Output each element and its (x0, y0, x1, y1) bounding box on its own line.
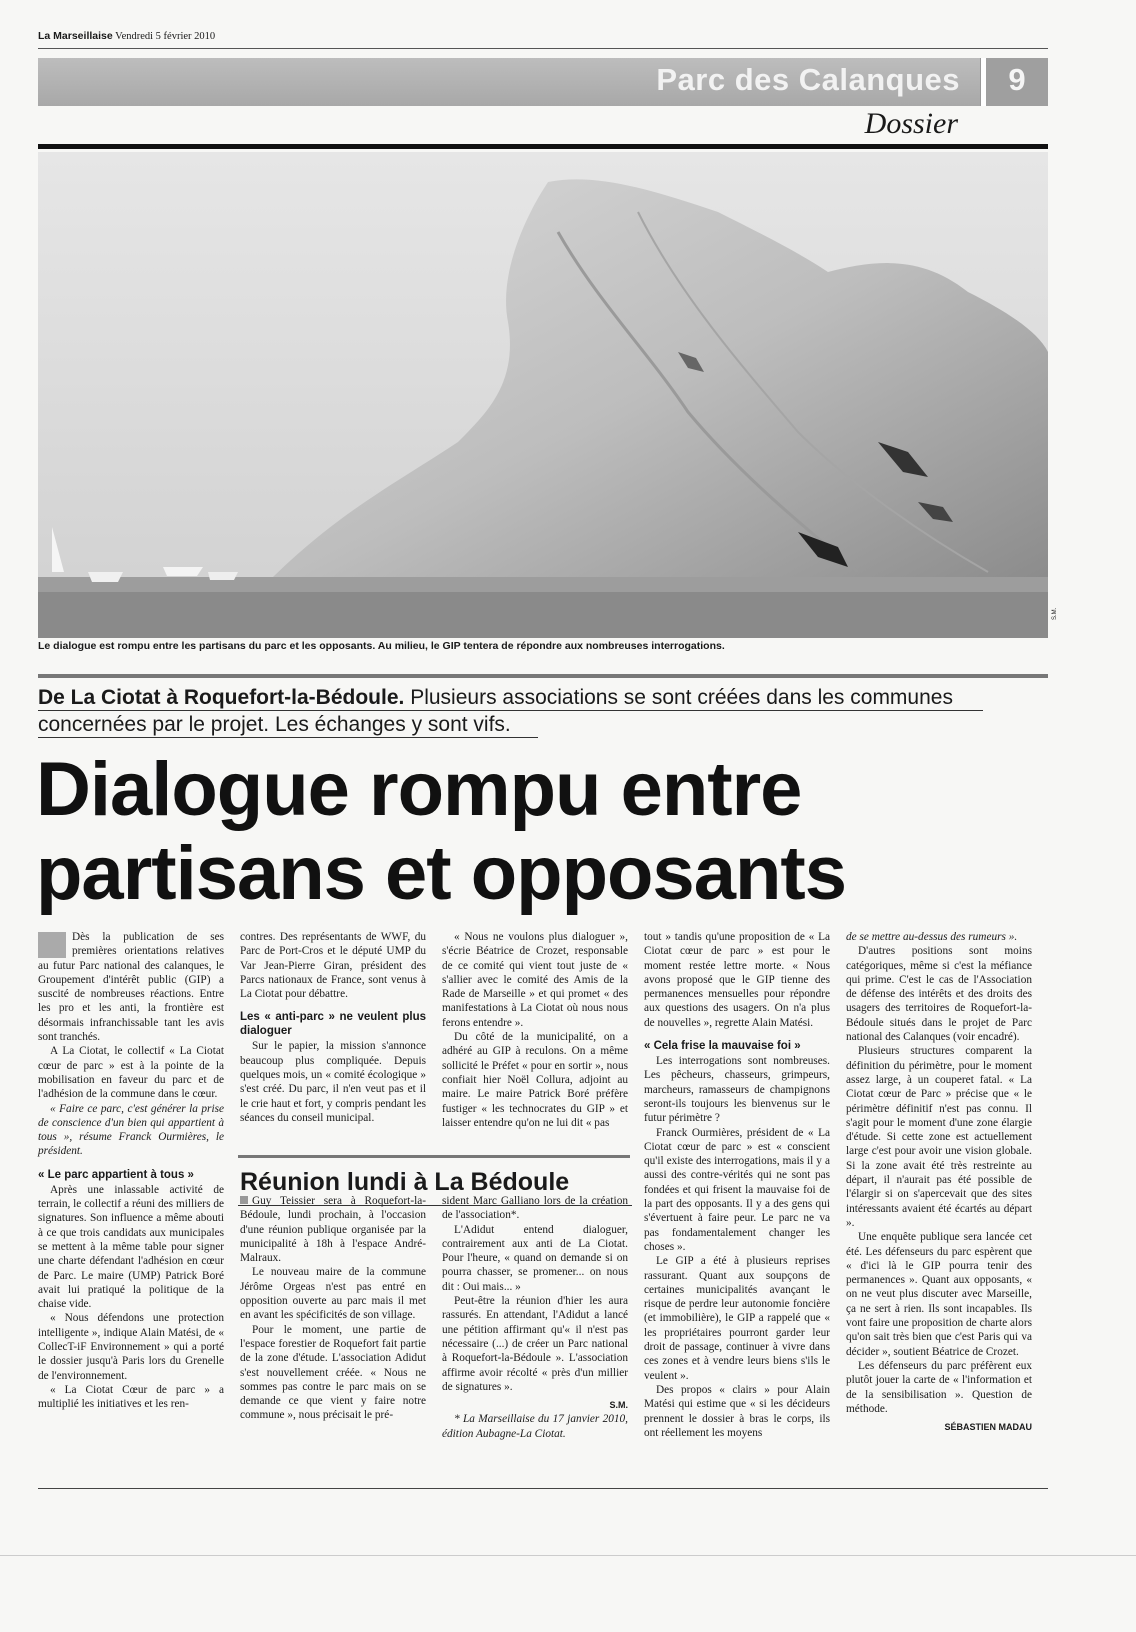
article-paragraph: « Faire ce parc, c'est générer la prise de conscience d'un bien qui appartient à tous », résume Franck Ourmières, le président. (38, 1102, 224, 1158)
article-paragraph: Du côté de la municipalité, on a adhéré au GIP à reculons. On a même sollicité le Préfet « pour en sortir », nous confiait hier Noël Collura, adjoint au maire. Le maire Patrick Boré préfère fustiger « les technocrates du GIP » et laisser entendre qu'on ne lui dit « pas (442, 1031, 628, 1129)
article-paragraph: Franck Ourmières, président de « La Ciotat cœur de parc » est « conscient qu'il existe des interrogations, mais il y a aussi des contre-vérités qui ne sont pas fondées et qui frisent la mauvaise foi de la part des opposants. Il y a des gens qui s'évertuent à faire peur. Le parc ne va pas fondamentalement changer les choses ». (644, 1126, 830, 1253)
subheading: « Cela frise la mauvaise foi » (644, 1040, 801, 1053)
page-number: 9 (1008, 62, 1026, 97)
kicker-rule (38, 674, 1048, 678)
square-bullet-icon (240, 1196, 248, 1204)
article-paragraph: « La Ciotat Cœur de parc » a multiplié les initiatives et les ren- (38, 1383, 224, 1411)
kicker-underline-2 (38, 737, 538, 738)
bottom-rule (38, 1488, 1048, 1489)
box-paragraph: sident Marc Galliano lors de la création de l'association*. (442, 1195, 628, 1222)
box-paragraph: L'Adidut entend dialoguer, contrairement aux anti de La Ciotat. Pour l'heure, « quand on demande si on pourra chasser, se promener... on nous dit : Oui mais... » (442, 1223, 628, 1293)
rubric-label: Dossier (864, 107, 958, 140)
article-paragraph: Une enquête publique sera lancée cet été. Les défenseurs du parc espèrent que « d'ici là le GIP pourra tenir des permanences ». Quant aux opposants, « on ne veut plus discuter avec Marseille, ça ne sert à rien. Ils sont incapables. Ils vont faire une proposition de charte alors qu'on sait très bien que c'est Paris qui va décider », soutient Béatrice de Crozet. (846, 1231, 1032, 1358)
issue-date: Vendredi 5 février 2010 (115, 31, 216, 42)
article-paragraph: Les défenseurs du parc préfèrent eux plutôt jouer la carte de « l'information et de la sensibilisation ». Question de méthode. (846, 1359, 1032, 1415)
page-number-box (986, 58, 1048, 106)
box-paragraph: Peut-être la réunion d'hier les aura rassurés. En attendant, l'Adidut a lancé une pétition affirmant qu'« il n'est pas nécessaire (...) de créer un Parc national à Roquefort-la-Bédoule ». L'association affirme avoir récolté « près d'un millier de signatures ». (442, 1295, 628, 1393)
column-1 (38, 930, 224, 1412)
rubric-rule (38, 144, 1048, 149)
box-column-1 (240, 1194, 426, 1423)
box-title: Réunion lundi à La Bédoule (240, 1168, 570, 1196)
paper-name: La Marseillaise (38, 30, 113, 42)
box-title-rule (238, 1205, 632, 1206)
calanque-photo-graphic (38, 152, 1048, 638)
article-paragraph: Les interrogations sont nombreuses. Les pêcheurs, chasseurs, grimpeurs, marcheurs, ramasseurs de champignons seront-ils toujours les bienvenus sur le futur périmètre ? (644, 1055, 830, 1125)
subheading: Les « anti-parc » ne veulent plus dialoguer (240, 1011, 426, 1038)
photo-caption: Le dialogue est rompu entre les partisans du parc et les opposants. Au milieu, le GIP tentera de répondre aux nombreuses interrogations. (38, 640, 725, 652)
article-paragraph: Sur le papier, la mission s'annonce beaucoup plus compliquée. Depuis quelques mois, un « comité écologique » s'est créé. Du parc, il n'en veut pas et il le crie haut et fort, y compris pendant les séances du conseil municipal. (240, 1040, 426, 1124)
photo-credit: S.M. (1052, 607, 1058, 620)
calanque-photo (38, 152, 1048, 638)
scan-edge-line (0, 1555, 1136, 1556)
column-5 (846, 930, 1032, 1434)
kicker-lead: De La Ciotat à Roquefort-la-Bédoule. (38, 686, 405, 709)
article-paragraph: « Nous défendons une protection intelligente », indique Alain Matési, de « CollecT-iF Environnement » qui a porté le dossier jusqu'à Paris lors du Grenelle de l'environnement. (38, 1312, 224, 1382)
box-column-2 (442, 1194, 628, 1441)
dateline (38, 30, 215, 42)
box-footnote: * La Marseillaise du 17 janvier 2010, édition Aubagne-La Ciotat. (442, 1413, 628, 1440)
article-paragraph: A La Ciotat, le collectif « La Ciotat cœur de parc » est à la pointe de la mobilisation en faveur du parc et de l'adhésion de la commune dans le cœur. (38, 1045, 224, 1101)
box-paragraph: Pour le moment, une partie de l'espace forestier de Roquefort fait partie de la zone d'étude. L'association Adidut s'est nouvellement créée. « Nous ne sommes pas contre le parc mais on se demande ce que vient y faire notre commune », nous précisait le pré- (240, 1323, 426, 1422)
kicker-text: Plusieurs associations se sont créées dans les communes concernées par le projet. Les échanges y sont vifs. (38, 686, 953, 736)
headline-line-2: partisans et opposants (36, 831, 846, 916)
box-signature: S.M. (609, 1400, 628, 1411)
subheading: « Le parc appartient à tous » (38, 1168, 194, 1181)
article-paragraph: « Nous ne voulons plus dialoguer », s'écrie Béatrice de Crozet, responsable de ce comité qui vient tout juste de « s'allier avec le comité des Amis de la Rade de Marseille » et qui promet « des manifestations à La Ciotat où nous nous ferons entendre ». (442, 931, 628, 1029)
article-paragraph: D'autres positions sont moins catégoriques, même si c'est la méfiance qui prime. C'est le cas de l'Association de défense des intérêts et des droits des usagers des territoires de Roquefort-la-Bédoule situés dans le projet de Parc national des Calanques (voir encadré). (846, 945, 1032, 1044)
box-paragraph: Guy Teissier sera à Roquefort-la-Bédoule, lundi prochain, à l'occasion d'une réunion publique organisée par la municipalité à 18h à l'espace André-Malraux. (240, 1195, 426, 1265)
box-paragraph: Le nouveau maire de la commune Jérôme Orgeas n'est pas entré en opposition ouverte au parc mais il met en avant les spécificités de son village. (240, 1266, 426, 1322)
article-paragraph: Le GIP a été à plusieurs reprises rassurant. Quant aux soupçons de certaines municipalités avançant le risque de perdre leur autonomie foncière (et immobilière), le GIP a rappelé que « les propriétaires pourront garder leur droit de passage, continuer à vivre dans ces zones et à vendre leurs biens s'ils le veulent ». (644, 1255, 830, 1382)
article-paragraph: de se mettre au-dessus des rumeurs ». (846, 931, 1018, 943)
article-paragraph: Après une inlassable activité de terrain, le collectif a réuni des milliers de signatures. Son influence a même abouti à ce que trois candidats aux municipales se mettent à la même table pour signer une charte défendant l'adhésion en cœur de Parc. Le maire (UMP) Patrick Boré avait lui pratiqué la politique de la chaise vide. (38, 1183, 224, 1311)
section-banner (38, 58, 980, 106)
kicker (38, 684, 998, 738)
column-2 (240, 930, 426, 1125)
top-rule (38, 48, 1048, 49)
kicker-underline (38, 710, 983, 711)
article-paragraph: Dès la publication de ses premières orientations relatives au futur Parc national des calanques, le Groupement d'intérêt public (GIP) a suscité de nombreuses réactions. Entre les pro et les anti, la frontière est désormais infranchissable tant les avis sont tranchés. (38, 931, 224, 1044)
boxed-article-top-rule (238, 1155, 630, 1158)
section-title: Parc des Calanques (656, 62, 960, 97)
article-paragraph: Plusieurs structures comparent la définition du périmètre, pour le moment assez large, à un couperet fatal. « La Ciotat cœur de Parc » précise que « le périmètre définitif n'est pas connu. Il s'agit pour le moment d'une zone élargie d'étude. Si cette zone est actuellement large c'est pour avoir une vision globale. Si la zone avait été très restreinte au départ, il n'aurait pas été possible de l'élargir si on s'apercevait que des sites intéressants avaient été écartés au départ ». (846, 1045, 1032, 1229)
headline (36, 748, 1046, 916)
lead-square-icon (38, 932, 66, 958)
column-3 (442, 930, 628, 1130)
column-4 (644, 930, 830, 1440)
article-paragraph: tout » tandis qu'une proposition de « La Ciotat cœur de parc » est pour le moment restée lettre morte. « Nous avons proposé que le GIP tienne des permanences mensuelles pour répondre aux questions des usagers. On n'a plus de nouvelles », regrette Alain Matési. (644, 931, 830, 1029)
article-paragraph: Des propos « clairs » pour Alain Matési qui estime que « si les décideurs prennent le dossier à bras le corps, ils ont réellement les moyens (644, 1383, 830, 1439)
headline-line-1: Dialogue rompu entre (36, 747, 802, 832)
author-signature: SÉBASTIEN MADAU (944, 1422, 1032, 1433)
article-paragraph: contres. Des représentants de WWF, du Parc de Port-Cros et le député UMP du Var Jean-Pierre Giran, président des Parcs nationaux de France, sont venus à La Ciotat pour débattre. (240, 931, 426, 1001)
